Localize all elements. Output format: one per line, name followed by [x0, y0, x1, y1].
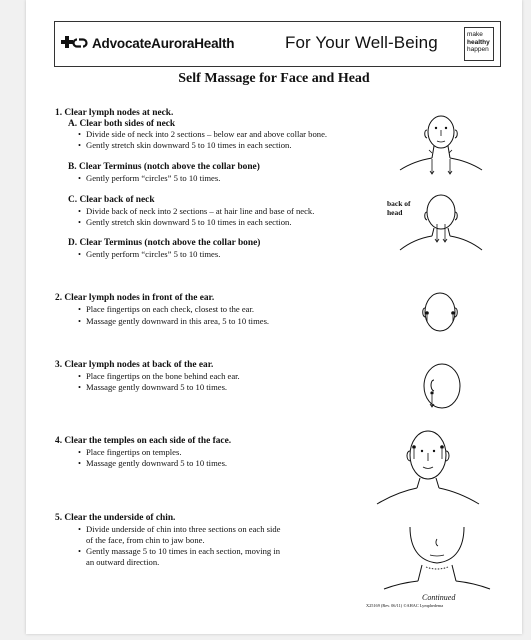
section-1a-bullet-1: • Divide side of neck into 2 sections – below ear and above collar bone. [86, 129, 327, 140]
section-1c-bullet-1: • Divide back of neck into 2 sections – at hair line and base of neck. [86, 206, 314, 217]
make-healthy-happen-badge [464, 27, 494, 61]
front-of-ear-illustration [410, 290, 470, 338]
section-1a-heading: A. Clear both sides of neck [68, 119, 176, 129]
section-5-bullet-2: • Gently massage 5 to 10 times in each section, moving in [86, 546, 280, 557]
brand-logo [61, 35, 234, 51]
section-1d-bullet-1: • Gently perform “circles” 5 to 10 times. [86, 249, 220, 260]
section-3-bullet-2: • Massage gently downward 5 to 10 times. [86, 382, 227, 393]
badge-line-2: healthy [467, 38, 490, 46]
section-5-bullet-2-cont: an outward direction. [86, 557, 160, 567]
section-1b-bullet-1: • Gently perform “circles” 5 to 10 times. [86, 173, 220, 184]
section-1b-heading: B. Clear Terminus (notch above the collar bone) [68, 162, 260, 172]
section-3-heading: 3. Clear lymph nodes at back of the ear. [55, 360, 214, 370]
section-5-bullet-1: • Divide underside of chin into three sections on each side [86, 524, 281, 535]
section-5-heading: 5. Clear the underside of chin. [55, 513, 176, 523]
section-4-heading: 4. Clear the temples on each side of the face. [55, 436, 232, 446]
section-2-bullet-2: • Massage gently downward in this area, 5 to 10 times. [86, 316, 269, 327]
badge-line-3: happen [467, 46, 489, 53]
document-page [26, 0, 522, 634]
header-banner [54, 21, 501, 67]
section-1c-heading: C. Clear back of neck [68, 195, 155, 205]
badge-line-1: make [467, 31, 483, 38]
brand-name: AdvocateAuroraHealth [92, 35, 235, 51]
section-1d-heading: D. Clear Terminus (notch above the collar bone) [68, 238, 261, 248]
front-neck-illustration [396, 110, 486, 190]
tagline: For Your Well-Being [285, 33, 438, 52]
cross-and-link-logo-icon [61, 35, 90, 51]
temples-illustration [368, 425, 488, 505]
section-1c-bullet-2: • Gently stretch skin downward 5 to 10 times in each section. [86, 217, 292, 228]
form-code: X25169 (Rev. 06/11) ©AHAC Lymphedema [366, 603, 444, 608]
section-5-bullet-1-cont: of the face, from chin to jaw bone. [86, 535, 205, 545]
section-4-bullet-1: • Place fingertips on temples. [86, 447, 181, 458]
back-of-head-label-line-1: back of [387, 199, 411, 208]
underside-of-chin-illustration [382, 525, 492, 591]
back-of-ear-illustration [410, 360, 470, 416]
section-1-heading: 1. Clear lymph nodes at neck. [55, 108, 174, 118]
back-of-head-label-line-2: head [387, 208, 403, 217]
section-4-bullet-2: • Massage gently downward 5 to 10 times. [86, 458, 227, 469]
section-3-bullet-1: • Place fingertips on the bone behind each ear. [86, 371, 240, 382]
section-2-bullet-1: • Place fingertips on each check, closest to the ear. [86, 304, 254, 315]
section-2-heading: 2. Clear lymph nodes in front of the ear. [55, 293, 215, 303]
back-of-head-illustration [396, 188, 486, 258]
continued-note: Continued [422, 593, 456, 602]
section-1a-bullet-2: • Gently stretch skin downward 5 to 10 times in each section. [86, 140, 292, 151]
page-title: Self Massage for Face and Head [178, 71, 370, 86]
